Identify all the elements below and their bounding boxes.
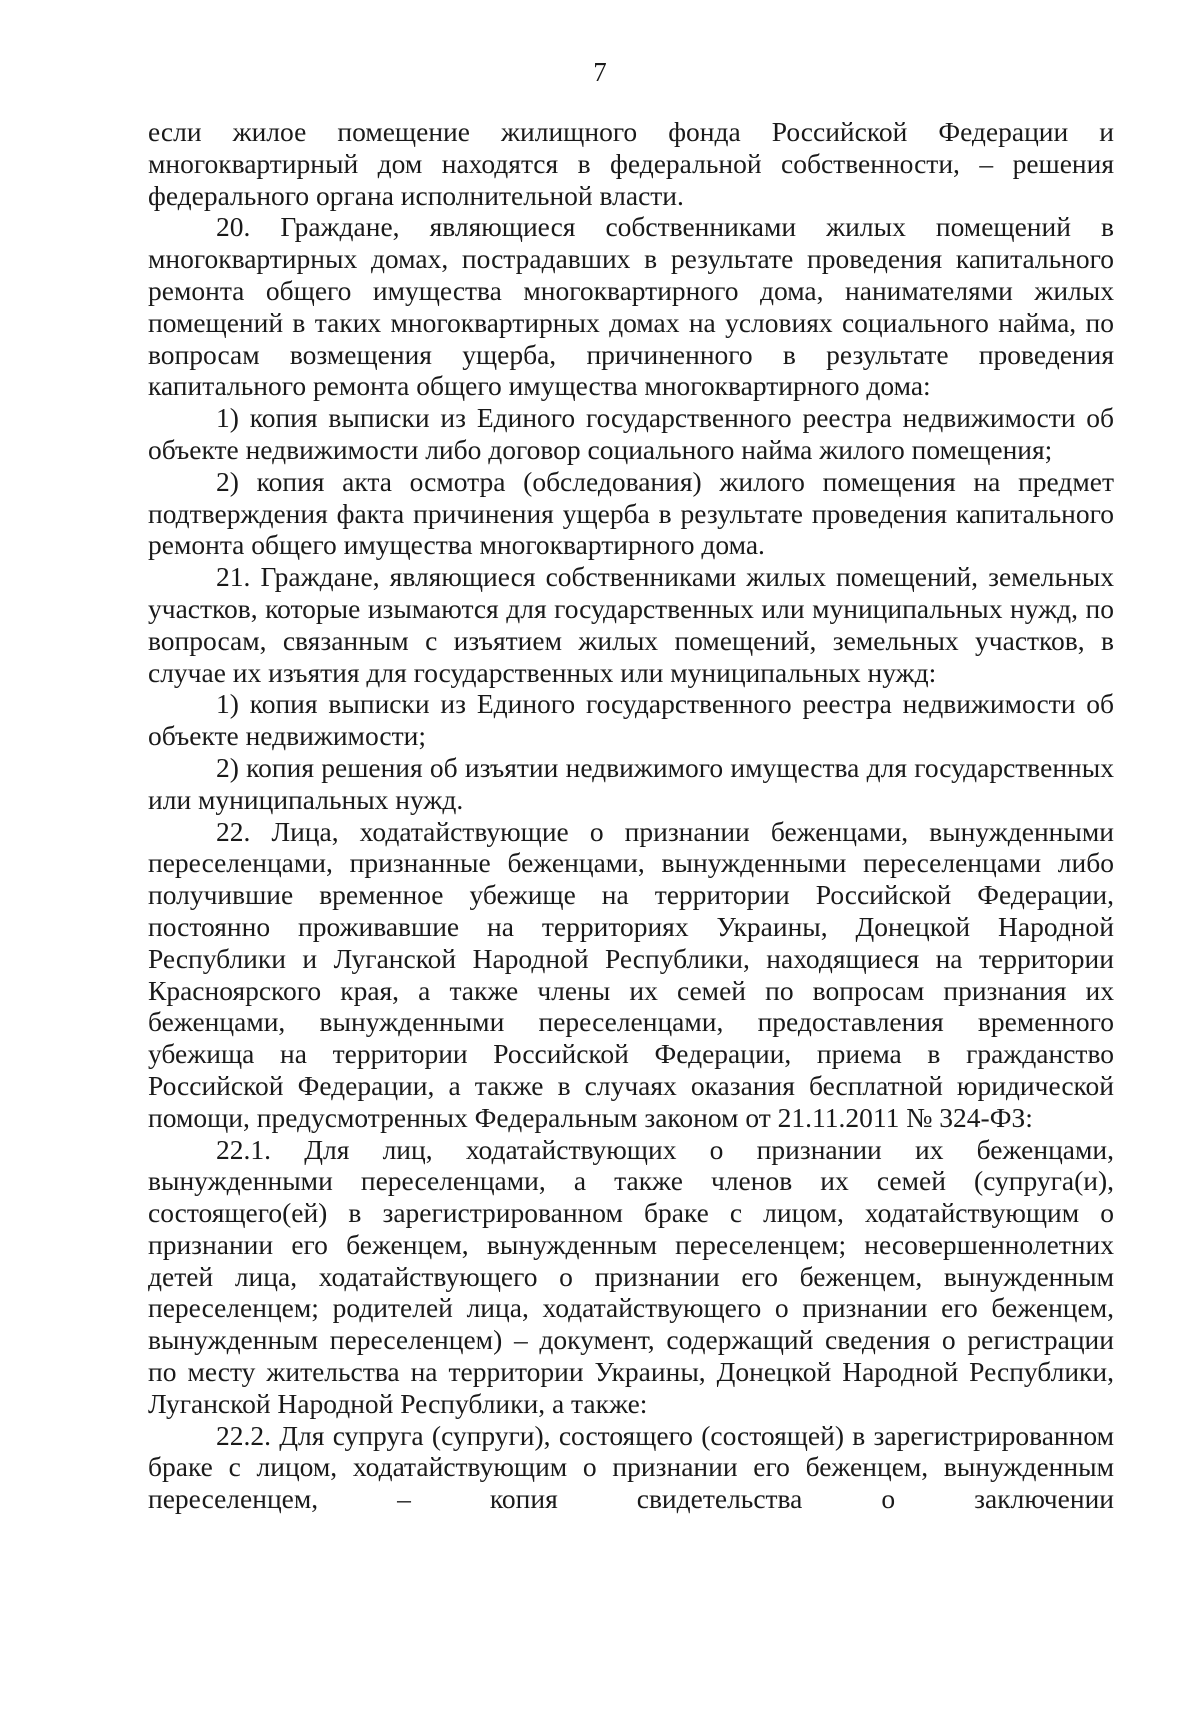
paragraph-21-item-1: 1) копия выписки из Единого государственного реестра недвижимости об объекте недвижимости; [148,688,1114,752]
paragraph-20-item-1: 1) копия выписки из Единого государственного реестра недвижимости об объекте недвижимости либо договор социального найма жилого помещения; [148,402,1114,465]
paragraph-20-item-2: 2) копия акта осмотра (обследования) жилого помещения на предмет подтверждения факта причинения ущерба в результате проведения капитального ремонта общего имущества многоквартирного дома. [148,465,1114,561]
paragraph-20: 20. Граждане, являющиеся собственниками жилых помещений в многоквартирных домах, пострадавших в результате проведения капитального ремонта общего имущества многоквартирного дома, нанимателями жилых помещений в таких многоквартирных домах на условиях социального найма, по вопросам возмещения ущерба, причиненного в результате проведения капитального ремонта общего имущества многоквартирного дома: [148,211,1114,402]
document-body [148,116,1114,1515]
paragraph-22-1: 22.1. Для лиц, ходатайствующих о признании их беженцами, вынужденными переселенцами, а также членов их семей (супруга(и), состоящего(ей) в зарегистрированном браке с лицом, ходатайствующим о признании его беженцем, вынужденным переселенцем; несовершеннолетних детей лица, ходатайствующего о признании его беженцем, вынужденным переселенцем; родителей лица, ходатайствующего о признании его беженцем, вынужденным переселенцем) – документ, содержащий сведения о регистрации по месту жительства на территории Украины, Донецкой Народной Республики, Луганской Народной Республики, а также: [148,1133,1114,1419]
paragraph-22-2: 22.2. Для супруга (супруги), состоящего (состоящей) в зарегистрированном браке с лицом, ходатайствующим о признании его беженцем, вынужденным переселенцем, – копия свидетельства о заключении [148,1419,1114,1515]
paragraph-21-item-2: 2) копия решения об изъятии недвижимого имущества для государственных или муниципальных нужд. [148,751,1114,815]
page-number: 7 [593,57,607,87]
paragraph-21: 21. Граждане, являющиеся собственниками жилых помещений, земельных участков, которые изымаются для государственных или муниципальных нужд, по вопросам, связанным с изъятием жилых помещений, земельных участков, в случае их изъятия для государственных или муниципальных нужд: [148,561,1114,688]
paragraph-22: 22. Лица, ходатайствующие о признании беженцами, вынужденными переселенцами, признанные беженцами, вынужденными переселенцами либо получившие временное убежище на территории Российской Федерации, постоянно проживавшие на территориях Украины, Донецкой Народной Республики и Луганской Народной Республики, находящиеся на территории Красноярского края, а также члены их семей по вопросам признания их беженцами, вынужденными переселенцами, предоставления временного убежища на территории Российской Федерации, приема в гражданство Российской Федерации, а также в случаях оказания бесплатной юридической помощи, предусмотренных Федеральным законом от 21.11.2011 № 324-ФЗ: [148,815,1114,1133]
paragraph-federal-property: если жилое помещение жилищного фонда Российской Федерации и многоквартирный дом находятся в федеральной собственности, – решения федерального органа исполнительной власти. [148,116,1114,211]
